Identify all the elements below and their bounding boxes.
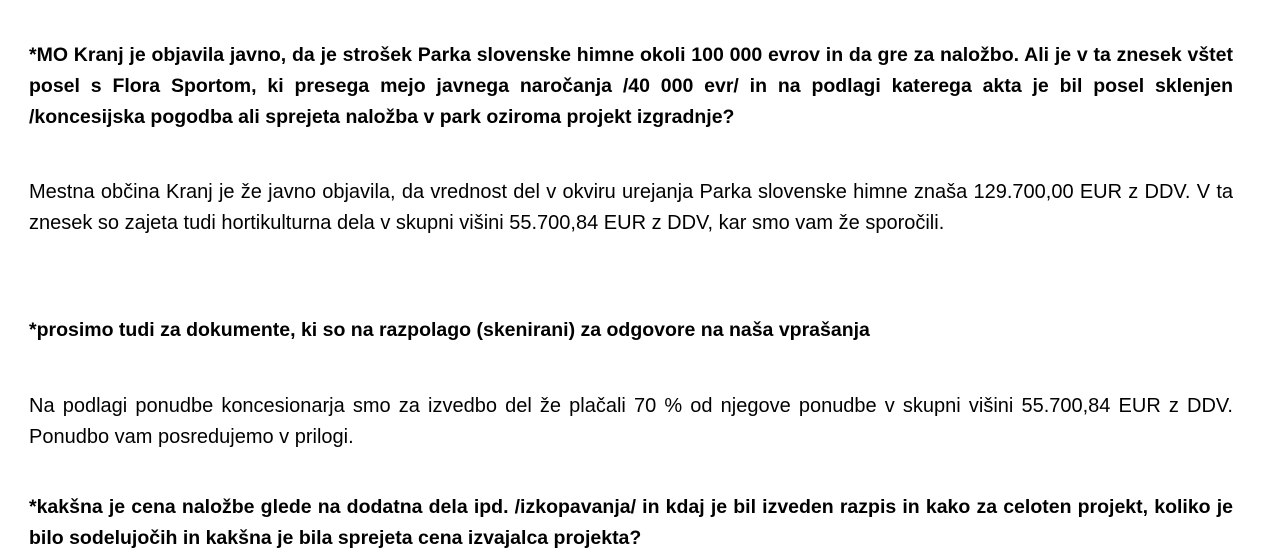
question-paragraph-2: *prosimo tudi za dokumente, ki so na razpolago (skenirani) za odgovore na naša vprašanja xyxy=(29,319,870,341)
question-paragraph-3: *kakšna je cena naložbe glede na dodatna dela ipd. /izkopavanja/ in kdaj je bil izveden razpis in kako za celoten projekt, koliko je bilo sodelujočih in kakšna je bila sprejeta cena izvajalca projekta? xyxy=(29,496,1233,549)
answer-paragraph-1: Mestna občina Kranj je že javno objavila, da vrednost del v okviru urejanja Parka slovenske himne znaša 129.700,00 EUR z DDV. V ta znesek so zajeta tudi hortikulturna dela v skupni višini 55.700,84 EUR z DDV, kar smo vam že sporočili. xyxy=(29,181,1233,234)
question-paragraph-1: *MO Kranj je objavila javno, da je strošek Parka slovenske himne okoli 100 000 evrov in da gre za naložbo. Ali je v ta znesek vštet posel s Flora Sportom, ki presega mejo javnega naročanja /40 000 evr/ in na podlagi katerega akta je bil posel sklenjen /koncesijska pogodba ali sprejeta naložba v park oziroma projekt izgradnje? xyxy=(29,44,1233,128)
answer-paragraph-2: Na podlagi ponudbe koncesionarja smo za izvedbo del že plačali 70 % od njegove ponudbe v skupni višini 55.700,84 EUR z DDV. Ponudbo vam posredujemo v prilogi. xyxy=(29,395,1233,448)
